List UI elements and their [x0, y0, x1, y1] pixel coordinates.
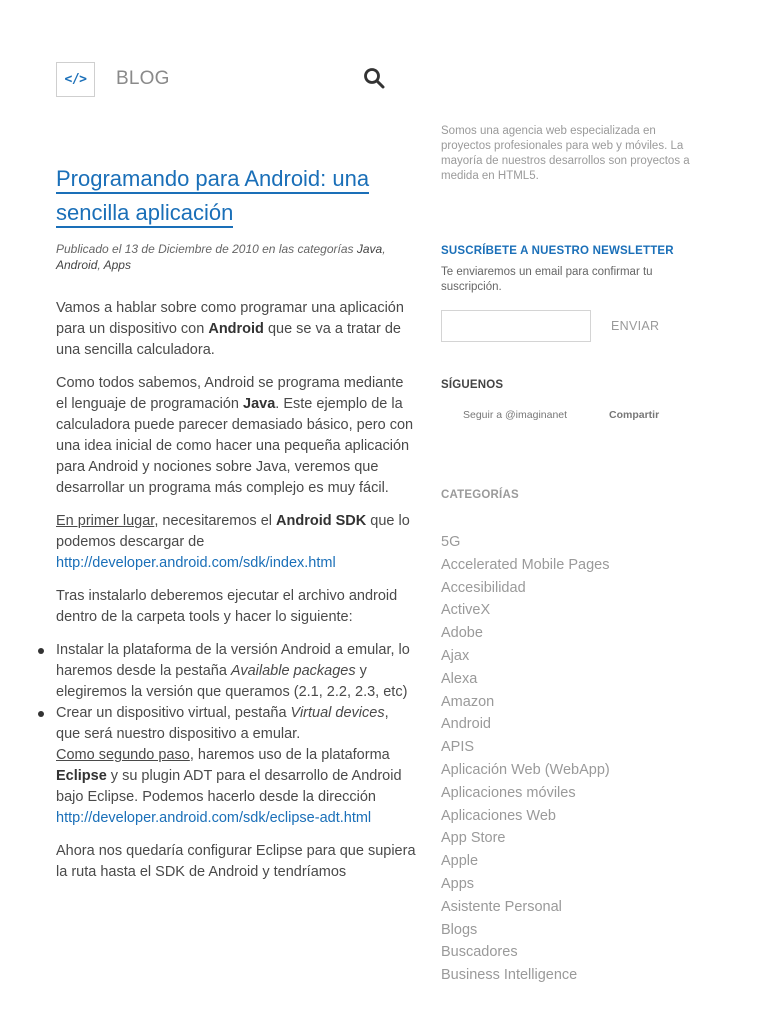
post-content	[56, 298, 416, 895]
text: Instalar la plataforma de la versión Android a emular, lo haremos desde la pestaña	[56, 642, 410, 679]
text: y su plugin ADT para el desarrollo de Android bajo Eclipse. Podemos hacerlo desde la dirección	[56, 768, 402, 805]
italic-text: Available packages	[230, 663, 356, 679]
list-item	[56, 640, 416, 703]
steps-list	[56, 640, 416, 829]
category-item[interactable]: Buscadores	[441, 944, 518, 961]
post-title[interactable]	[56, 162, 396, 230]
category-item[interactable]: Alexa	[441, 670, 478, 687]
paragraph	[56, 511, 416, 574]
text: Crear un dispositivo virtual, pestaña	[56, 705, 291, 721]
post-meta-prefix: Publicado el 13 de Diciembre de 2010 en las categorías	[56, 242, 354, 256]
category-item[interactable]: Aplicaciones móviles	[441, 784, 576, 801]
newsletter-heading: SUSCRÍBETE A NUESTRO NEWSLETTER	[441, 245, 674, 257]
site-logo[interactable]	[56, 62, 95, 97]
bold-text: Android SDK	[276, 513, 367, 529]
twitter-follow-button[interactable]: Seguir a @imaginanet	[463, 409, 568, 421]
follow-heading: SÍGUENOS	[441, 379, 504, 391]
sdk-download-link[interactable]: http://developer.android.com/sdk/index.html	[56, 555, 336, 571]
category-item[interactable]: Aplicación Web (WebApp)	[441, 761, 610, 778]
category-item[interactable]: APIS	[441, 739, 475, 756]
bold-text: Java	[243, 396, 276, 412]
anchor-link[interactable]: Como segundo paso	[56, 747, 190, 763]
search-icon	[362, 66, 388, 92]
text: , que será nuestro dispositivo a emular.	[56, 705, 389, 742]
category-item[interactable]: Amazon	[441, 693, 495, 710]
category-item[interactable]: Asistente Personal	[441, 898, 562, 915]
text: que lo podemos descargar de	[56, 513, 410, 550]
text: Vamos a hablar sobre como programar una aplicación para un dispositivo con	[56, 300, 404, 337]
paragraph	[56, 373, 416, 499]
category-item[interactable]: Blogs	[441, 921, 478, 938]
text: Como todos sabemos, Android se programa mediante el lenguaje de programación	[56, 375, 404, 412]
search-button[interactable]	[362, 66, 388, 92]
share-button[interactable]: Compartir	[609, 409, 660, 421]
category-link-apps[interactable]: Apps	[103, 258, 131, 272]
newsletter-email-input[interactable]	[441, 310, 591, 342]
paragraph: Tras instalarlo deberemos ejecutar el archivo android dentro de la carpeta tools y hacer lo siguiente:	[56, 588, 398, 625]
italic-text: Virtual devices	[290, 705, 385, 721]
post-meta: Publicado el 13 de Diciembre de 2010 en las categorías Java, Android, Apps	[56, 242, 386, 272]
category-link-android[interactable]: Android	[56, 258, 98, 272]
category-item[interactable]: Ajax	[441, 647, 470, 664]
category-item[interactable]: ActiveX	[441, 602, 491, 619]
newsletter-description: Te enviaremos un email para confirmar tu suscripción.	[441, 266, 653, 293]
bold-text: Android	[208, 321, 264, 337]
category-link-java[interactable]: Java	[356, 242, 383, 256]
text: . Este ejemplo de la calculadora puede parecer demasiado básico, pero con una idea inicial de como hacer una pequeña aplicación para Android y nociones sobre Java, veremos que desarrollar un programa más complejo es muy fácil.	[56, 396, 414, 496]
category-item[interactable]: App Store	[441, 830, 506, 847]
eclipse-adt-link[interactable]: http://developer.android.com/sdk/eclipse-adt.html	[56, 810, 372, 826]
category-item[interactable]: Accelerated Mobile Pages	[441, 556, 610, 573]
categories-list	[441, 531, 610, 987]
anchor-link[interactable]: En primer lugar	[56, 513, 155, 529]
about-text: Somos una agencia web especializada en proyectos profesionales para web y móviles. La mayoría de nuestros desarrollos son proyectos a medida en HTML5.	[441, 125, 690, 182]
paragraph: Ahora nos quedaría configurar Eclipse para que supiera la ruta hasta el SDK de Android y tendríamos	[56, 843, 416, 880]
category-item[interactable]: Adobe	[441, 625, 483, 642]
text: , necesitaremos el	[154, 513, 277, 529]
category-item[interactable]: Accesibilidad	[441, 579, 526, 596]
post-title-text: Programando para Android: una sencilla aplicación	[56, 166, 369, 228]
blog-link[interactable]: BLOG	[116, 68, 170, 89]
paragraph	[56, 298, 416, 361]
text: y elegiremos la versión que queramos (2.1, 2.2, 2.3, etc)	[56, 663, 408, 700]
text: que se va a tratar de una sencilla calculadora.	[56, 321, 401, 358]
list-item	[56, 703, 416, 829]
categories-heading: CATEGORÍAS	[441, 489, 519, 501]
bold-text: Eclipse	[56, 768, 107, 784]
category-item[interactable]: Apps	[441, 875, 475, 892]
category-item[interactable]: 5G	[441, 534, 461, 550]
category-item[interactable]: Business Intelligence	[441, 967, 578, 984]
category-item[interactable]: Android	[441, 716, 491, 733]
text: , haremos uso de la plataforma	[189, 747, 390, 763]
newsletter-submit-button[interactable]: ENVIAR	[591, 310, 679, 342]
category-item[interactable]: Aplicaciones Web	[441, 807, 556, 824]
category-item[interactable]: Apple	[441, 853, 479, 870]
code-icon: </>	[64, 72, 87, 87]
